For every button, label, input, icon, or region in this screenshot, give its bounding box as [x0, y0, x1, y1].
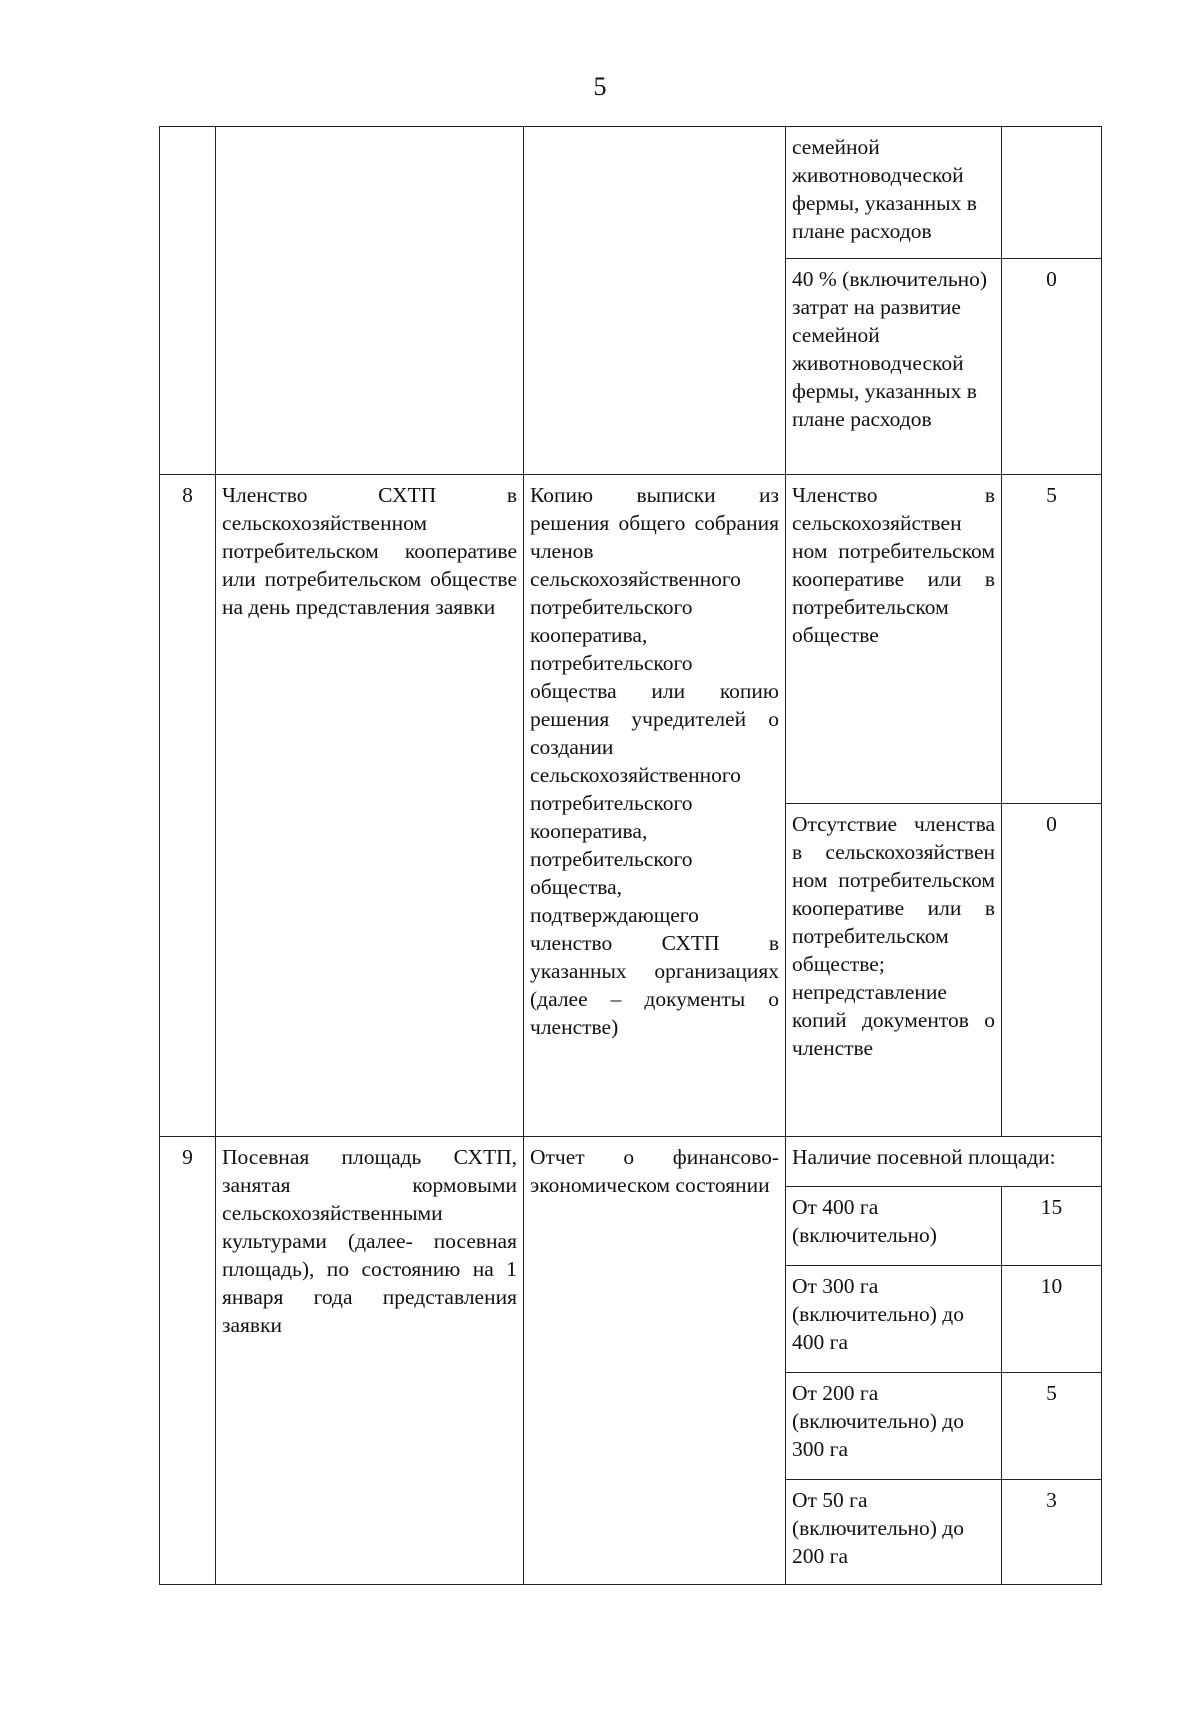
points-cell: 15: [1002, 1187, 1102, 1266]
table-row: [160, 127, 1102, 259]
criterion-cell: Членство СХТП в сельскохозяйственном потребительском кооперативе или потребительском обществе на день представления заявки: [216, 475, 524, 1137]
value-cell: От 300 га (включительно) до 400 га: [786, 1266, 1002, 1373]
documents-cell: [524, 127, 786, 475]
value-cell: семейной животноводческой фермы, указанных в плане расходов: [786, 127, 1002, 259]
points-cell: 10: [1002, 1266, 1102, 1373]
points-cell: 0: [1002, 259, 1102, 475]
criterion-cell: [216, 127, 524, 475]
value-cell: От 50 га (включительно) до 200 га: [786, 1480, 1002, 1585]
table-row: [160, 475, 1102, 804]
criteria-table: [159, 126, 1102, 1585]
row-number: 8: [160, 475, 216, 1137]
criterion-cell: Посевная площадь СХТП, занятая кормовыми сельскохозяйственными культурами (далее- посевная площадь), по состоянию на 1 января года представления заявки: [216, 1137, 524, 1585]
points-cell: 3: [1002, 1480, 1102, 1585]
page-number: 5: [593, 72, 607, 101]
value-cell: Членство в сельскохозяйствен ном потребительском кооперативе или в потребительском обществе: [786, 475, 1002, 804]
points-cell: [1002, 127, 1102, 259]
points-cell: 5: [1002, 475, 1102, 804]
table-row: [160, 1137, 1102, 1187]
value-cell: От 200 га (включительно) до 300 га: [786, 1373, 1002, 1480]
value-cell: От 400 га (включительно): [786, 1187, 1002, 1266]
documents-cell: Отчет о финансово-экономическом состоянии: [524, 1137, 786, 1585]
value-cell: Отсутствие членства в сельскохозяйствен ном потребительском кооперативе или в потребительском обществе; непредставление копий документов о членстве: [786, 804, 1002, 1137]
points-cell: 5: [1002, 1373, 1102, 1480]
documents-cell: Копию выписки из решения общего собрания членов сельскохозяйственного потребительского кооператива, потребительского общества или копию решения учредителей о создании сельскохозяйственного потребительского кооператива, потребительского общества, подтверждающего членство СХТП в указанных организациях (далее – документы о членстве): [524, 475, 786, 1137]
row-number: 9: [160, 1137, 216, 1585]
value-cell: 40 % (включительно) затрат на развитие семейной животноводческой фермы, указанных в плане расходов: [786, 259, 1002, 475]
points-cell: 0: [1002, 804, 1102, 1137]
number-cell: [160, 127, 216, 475]
options-header: Наличие посевной площади:: [786, 1137, 1102, 1187]
